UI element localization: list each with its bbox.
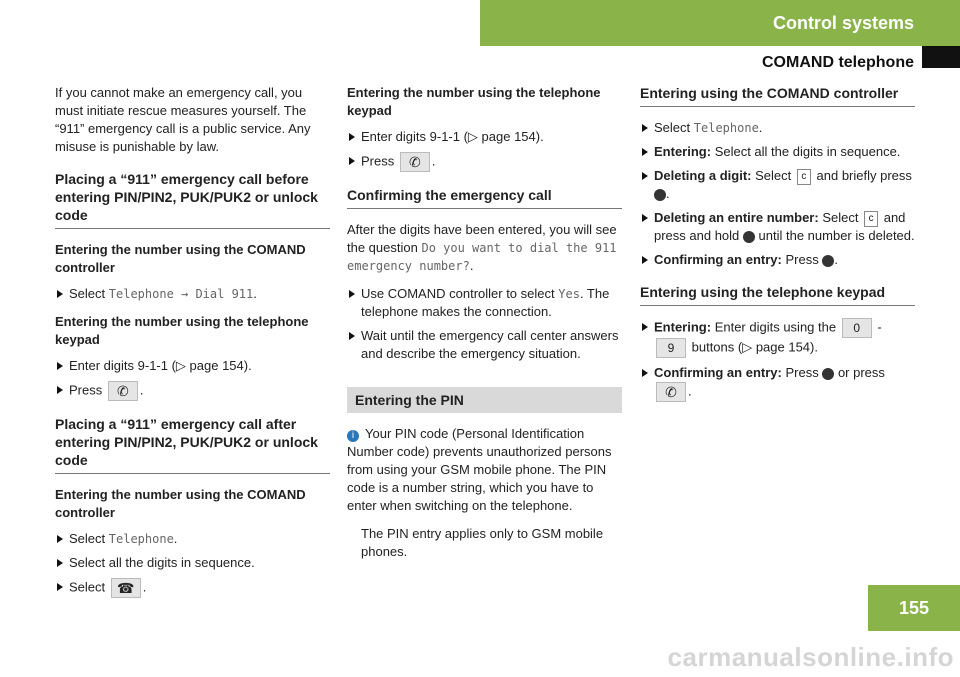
subheading-telephone-keypad: Entering the number using the telephone keypad [55,314,309,347]
list-item: Select Telephone. [640,119,915,137]
heading-telephone-keypad: Entering using the telephone keypad [640,283,915,306]
controller-icon [654,189,666,201]
subheading-comand-controller: Entering the number using the COMAND controller [55,242,306,275]
steps-list [55,357,330,401]
call-button-icon: ✆ [656,382,686,402]
list-item: Confirming an entry: Press or press ✆ . [640,364,915,402]
list-item: Press ✆ . [347,152,622,172]
info-paragraph: i Your PIN code (Personal Identification Number code) prevents unauthorized persons from using your GSM mobile phone. The PIN code is a number string, which you have to enter when switching on the telephone. [347,426,612,513]
list-item: Use COMAND controller to select Yes. The telephone makes the connection. [347,285,622,321]
clear-key-icon: c [797,169,811,185]
list-item: Select all the digits in sequence. [55,554,330,572]
controller-icon [822,368,834,380]
menu-path: Telephone [693,121,759,135]
controller-icon [743,231,755,243]
list-item: Entering: Enter digits using the 0 - 9 buttons (▷ page 154). [640,318,915,358]
list-item: Entering: Select all the digits in sequence. [640,143,915,161]
steps-list [347,128,622,172]
phone-handset-icon: ☎ [111,578,141,598]
list-item: Deleting an entire number: Select c and press and hold until the number is deleted. [640,209,915,245]
corner-tab [922,46,960,68]
column-2 [347,84,622,571]
confirm-paragraph: After the digits have been entered, you will see the question Do you want to dial the 911 emergency number?. [347,222,617,273]
question-text: Do you want to dial the 911 emergency number? [347,241,617,273]
list-item: Select Telephone. [55,530,330,548]
list-item: Confirming an entry: Press . [640,251,915,269]
steps-list [347,285,622,363]
list-item: Press ✆ . [55,381,330,401]
list-item: Deleting a digit: Select c and briefly press . [640,167,915,203]
call-button-icon: ✆ [108,381,138,401]
intro-paragraph: If you cannot make an emergency call, you must initiate rescue measures yourself. The “911” emergency call is a public service. Any misuse is punishable by law. [55,85,311,154]
steps-list [640,119,915,269]
list-item: Enter digits 9-1-1 (▷ page 154). [347,128,622,146]
section-header [480,0,960,46]
pin-section-box: Entering the PIN [347,387,622,413]
info-icon: i [347,430,359,442]
info-paragraph-2: The PIN entry applies only to GSM mobile phones. [361,526,604,559]
menu-path: Telephone [108,532,174,546]
subheading-comand-controller: Entering the number using the COMAND controller [55,487,306,520]
zero-key-icon: 0 [842,318,872,338]
watermark: carmanualsonline.info [667,642,954,672]
list-item: Enter digits 9-1-1 (▷ page 154). [55,357,330,375]
list-item: Wait until the emergency call center answers and describe the emergency situation. [347,327,622,363]
steps-list [640,318,915,402]
subsection-title: COMAND telephone [762,54,914,71]
heading-before-pin: Placing a “911” emergency call before entering PIN/PIN2, PUK/PUK2 or unlock code [55,170,330,229]
steps-list [55,285,330,303]
controller-icon [822,255,834,267]
clear-key-icon: c [864,211,878,227]
list-item: Select Telephone → Dial 911. [55,285,330,303]
call-button-icon: ✆ [400,152,430,172]
yes-option: Yes [558,287,580,301]
list-item: Select ☎ . [55,578,330,598]
nine-key-icon: 9 [656,338,686,358]
heading-after-pin: Placing a “911” emergency call after entering PIN/PIN2, PUK/PUK2 or unlock code [55,415,330,474]
subheading-telephone-keypad: Entering the number using the telephone keypad [347,85,601,118]
steps-list [55,530,330,598]
page-number: 155 [868,585,960,631]
column-3 [640,84,915,412]
column-1 [55,84,330,608]
section-title: Control systems [772,12,914,33]
heading-comand-controller: Entering using the COMAND controller [640,84,915,107]
heading-confirming: Confirming the emergency call [347,186,622,209]
menu-path: Telephone → Dial 911 [108,287,254,301]
